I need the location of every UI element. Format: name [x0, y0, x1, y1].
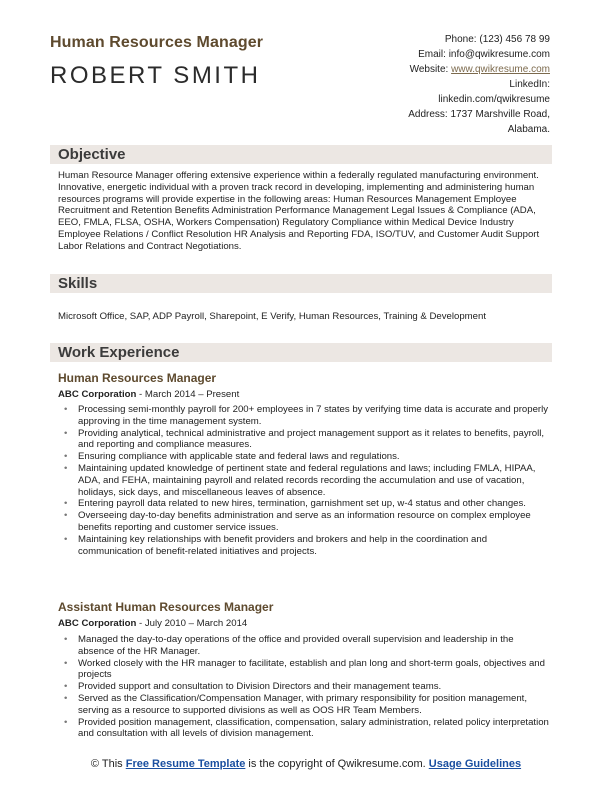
- objective-text: Human Resource Manager offering extensive experience within a federally regulated manufacturing environment. Innovative, energetic individual with a proven track record in developing, implementing and administering human resources programs will provide expertise in the following areas: Human Resources Management Employee Recruitment and Retention Benefits Administration Performance Management Legal Issues & Compliance (ADA, EEO, FMLA, FLSA, OSHA, Workers Compensation) Regulatory Compliance within Medical Device Industry Employee Relations / Conflict Resolution HR Analysis and Reporting FDA, ISO/TUV, and Customer Audit Support Labor Relations and Contract Negotiations.: [58, 170, 540, 252]
- experience-section-header: [50, 343, 552, 362]
- bullet-item: • Provided support and consultation to Division Directors and their management teams.: [58, 681, 552, 693]
- skills-section-header: [50, 274, 552, 293]
- address-line1: 1737 Marshville Road,: [450, 109, 550, 120]
- candidate-name: ROBERT SMITH: [50, 62, 261, 89]
- contact-address: [310, 107, 550, 122]
- job-company-line: [58, 618, 247, 629]
- linkedin-value: linkedin.com/qwikresume: [438, 94, 550, 105]
- contact-address-line2-row: [310, 122, 550, 137]
- bullet-item: • Entering payroll data related to new hires, termination, garnishment set up, w-4 status and other changes.: [58, 498, 552, 510]
- resume-job-title: Human Resources Manager: [50, 34, 264, 51]
- job-bullets: [58, 634, 552, 740]
- phone-label: Phone:: [444, 34, 477, 45]
- bullet-item: • Provided position management, classification, compensation, salary administration, related policy interpretation and consultation with all levels of division management.: [58, 717, 552, 741]
- job-title: Assistant Human Resources Manager: [58, 600, 274, 614]
- company-name: ABC Corporation: [58, 618, 137, 629]
- bullet-item: • Ensuring compliance with applicable state and federal laws and regulations.: [58, 451, 552, 463]
- skills-text: Microsoft Office, SAP, ADP Payroll, Sharepoint, E Verify, Human Resources, Training & Development: [58, 311, 487, 322]
- email-value: info@qwikresume.com: [448, 49, 550, 60]
- contact-linkedin-label-row: [310, 77, 550, 92]
- usage-guidelines-link[interactable]: Usage Guidelines: [428, 758, 522, 770]
- objective-heading: Objective: [58, 146, 126, 163]
- bullet-item: • Maintaining key relationships with benefit providers and brokers and help in the coordination and communication of benefit-related initiatives and projects.: [58, 534, 552, 558]
- company-name: ABC Corporation: [58, 389, 137, 400]
- footer-copyright: © This: [90, 758, 126, 770]
- experience-heading: Work Experience: [58, 344, 180, 361]
- footer: [50, 757, 562, 771]
- bullet-item: • Processing semi-monthly payroll for 200+ employees in 7 states by verifying time data is accurate and properly approving in the time management system.: [58, 404, 552, 428]
- bullet-item: • Worked closely with the HR manager to facilitate, establish and plan long and short-term goals, objectives and projects: [58, 658, 552, 682]
- job-bullets: [58, 404, 552, 557]
- address-label: Address:: [408, 109, 448, 120]
- bullet-item: • Providing analytical, technical administrative and project management support as it relates to benefits, payroll, and reporting and compliance measures.: [58, 428, 552, 452]
- bullet-item: • Managed the day-to-day operations of the office and provided overall supervision and leadership in the absence of the HR Manager.: [58, 634, 552, 658]
- website-link[interactable]: www.qwikresume.com: [451, 64, 550, 75]
- job-company-line: [58, 389, 239, 400]
- phone-value: (123) 456 78 99: [479, 34, 550, 45]
- contact-block: [310, 32, 550, 137]
- job-dates: - July 2010 – March 2014: [136, 618, 248, 629]
- skills-heading: Skills: [58, 275, 98, 292]
- contact-linkedin-row: [310, 92, 550, 107]
- email-label: Email:: [418, 49, 446, 60]
- bullet-item: • Overseeing day-to-day benefits administration and serve as an information resource on complex employee benefits reporting and customer service issues.: [58, 510, 552, 534]
- free-template-link[interactable]: Free Resume Template: [125, 758, 246, 770]
- bullet-item: • Maintaining updated knowledge of pertinent state and federal regulations and laws; including FMLA, HIPAA, ADA, and FEHA, maintaining payroll and related records recording the accumulation and use of vacation, holidays, sick days, and miscellaneous leaves of absence.: [58, 463, 552, 498]
- website-label: Website:: [409, 64, 449, 75]
- job-dates: - March 2014 – Present: [136, 389, 240, 400]
- address-line2: Alabama.: [507, 124, 550, 135]
- contact-email: [310, 47, 550, 62]
- job-title: Human Resources Manager: [58, 371, 217, 385]
- contact-phone: [310, 32, 550, 47]
- bullet-item: • Served as the Classification/Compensation Manager, with primary responsibility for position management, serving as a resource to supported divisions as well as OOS HR Team Members.: [58, 693, 552, 717]
- objective-section-header: [50, 145, 552, 164]
- contact-website: [310, 62, 550, 77]
- linkedin-label: LinkedIn:: [509, 79, 550, 90]
- footer-middle-text: is the copyright of Qwikresume.com.: [245, 758, 429, 770]
